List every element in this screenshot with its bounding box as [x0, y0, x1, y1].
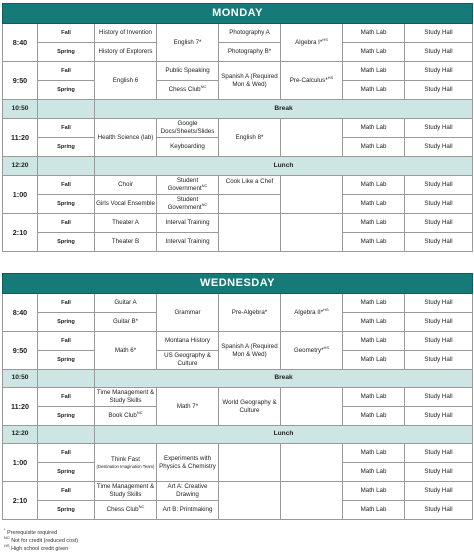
legend-text: High school credit given: [11, 545, 69, 552]
class-cell: Math Lab: [343, 313, 405, 332]
time-cell: 8:40: [3, 24, 38, 62]
class-cell: Study Hall: [405, 214, 473, 233]
class-cell: [281, 24, 343, 62]
class-cell: Math Lab: [343, 176, 405, 195]
term-label-fall: Fall: [38, 24, 95, 43]
class-cell: Math Lab: [343, 407, 405, 426]
term-label-fall: Fall: [38, 62, 95, 81]
class-name: Pre-Calculus*: [289, 76, 328, 84]
class-cell: Study Hall: [405, 463, 473, 482]
time-cell: 11:20: [3, 388, 38, 426]
class-cell: Study Hall: [405, 332, 473, 351]
time-cell: 12:20: [3, 426, 38, 444]
class-name: Chess Club: [106, 506, 139, 514]
class-subtitle: (Destination Imagination Team): [96, 463, 155, 469]
class-cell: Math Lab: [343, 195, 405, 214]
class-cell: English 7*: [157, 24, 219, 62]
class-name: Student Government: [167, 177, 202, 192]
term-label-fall: Fall: [38, 294, 95, 313]
class-cell: Math Lab: [343, 214, 405, 233]
legend-text: Prerequisite required: [7, 530, 58, 536]
class-cell: Math Lab: [343, 351, 405, 370]
band-spacer: [38, 100, 95, 119]
term-label-fall: Fall: [38, 214, 95, 233]
class-cell: Cook Like a Chef: [219, 176, 281, 195]
class-name: Think Fast: [111, 456, 140, 463]
class-cell: Math 7*: [157, 388, 219, 426]
class-cell: Experiments with Physics & Chemistry: [157, 444, 219, 482]
class-cell: English 8*: [219, 119, 281, 157]
empty-cell: [281, 444, 343, 482]
class-cell: Study Hall: [405, 138, 473, 157]
time-cell: 12:20: [3, 157, 38, 176]
empty-cell: [281, 482, 343, 520]
wednesday-schedule-table: [2, 273, 473, 520]
class-name: Algebra II*: [294, 308, 324, 316]
term-label-spring: Spring: [38, 407, 95, 426]
class-cell: Study Hall: [405, 62, 473, 81]
term-label-spring: Spring: [38, 81, 95, 100]
class-cell: Math Lab: [343, 463, 405, 482]
time-cell: 11:20: [3, 119, 38, 157]
empty-cell: [219, 214, 281, 252]
term-label-fall: Fall: [38, 482, 95, 501]
class-name: Geometry*: [293, 346, 324, 354]
band-spacer: [38, 370, 95, 388]
time-cell: 9:50: [3, 332, 38, 370]
class-cell: Keyboarding: [157, 138, 219, 157]
class-cell: Pre-Algebra*: [219, 294, 281, 332]
class-cell: [281, 294, 343, 332]
class-cell: Math Lab: [343, 138, 405, 157]
time-cell: 10:50: [3, 100, 38, 119]
class-cell: Study Hall: [405, 195, 473, 214]
class-cell: Math Lab: [343, 43, 405, 62]
nc-mark: NC: [138, 504, 145, 510]
class-cell: Math Lab: [343, 501, 405, 520]
class-cell: World Geography & Culture: [219, 388, 281, 426]
class-cell: Math Lab: [343, 332, 405, 351]
term-label-fall: Fall: [38, 119, 95, 138]
class-cell: [157, 176, 219, 195]
class-cell: Choir: [95, 176, 157, 195]
hs-credit-mark: HS: [323, 306, 329, 312]
legend-not-for-credit: [4, 535, 79, 546]
class-cell: Study Hall: [405, 294, 473, 313]
class-name: Chess Club: [168, 86, 201, 94]
hs-credit-mark: HS: [323, 344, 330, 350]
class-cell: Study Hall: [405, 43, 473, 62]
break-band: Break: [95, 370, 473, 388]
time-cell: 8:40: [3, 294, 38, 332]
class-cell: Theater A: [95, 214, 157, 233]
class-name: Student Government: [167, 196, 202, 211]
day-header-monday: MONDAY: [3, 4, 473, 24]
nc-mark: NC: [200, 84, 207, 90]
time-cell: 1:00: [3, 444, 38, 482]
class-cell: Interval Training: [157, 214, 219, 233]
class-cell: [95, 407, 157, 426]
term-label-spring: Spring: [38, 43, 95, 62]
term-label-spring: Spring: [38, 501, 95, 520]
class-cell: Photography A: [219, 24, 281, 43]
class-cell: Math Lab: [343, 444, 405, 463]
class-cell: Montana History: [157, 332, 219, 351]
class-cell: Theater B: [95, 233, 157, 252]
empty-cell: [219, 444, 281, 482]
class-cell: [95, 501, 157, 520]
legend-high-school-credit: [4, 542, 78, 554]
class-cell: Study Hall: [405, 233, 473, 252]
class-cell: Art B: Printmaking: [157, 501, 219, 520]
class-cell: US Geography & Culture: [157, 351, 219, 370]
day-header-wednesday: WEDNESDAY: [3, 274, 473, 294]
class-cell: Study Hall: [405, 176, 473, 195]
class-cell: Study Hall: [405, 501, 473, 520]
nc-mark: NC: [201, 201, 208, 207]
nc-mark: NC: [4, 535, 10, 541]
term-label-spring: Spring: [38, 195, 95, 214]
nc-mark: NC: [201, 182, 208, 188]
class-cell: Spanish A (Required Mon & Wed): [219, 62, 281, 100]
empty-cell: [281, 388, 343, 426]
class-cell: Study Hall: [405, 351, 473, 370]
lunch-band: Lunch: [95, 426, 473, 444]
class-cell: Guitar A: [95, 294, 157, 313]
class-cell: [281, 62, 343, 100]
class-cell: Time Management & Study Skills: [95, 388, 157, 407]
class-cell: Time Management & Study Skills: [95, 482, 157, 501]
class-cell: Study Hall: [405, 313, 473, 332]
class-cell: Math Lab: [343, 119, 405, 138]
class-cell: Study Hall: [405, 388, 473, 407]
class-cell: [281, 332, 343, 370]
class-cell: Interval Training: [157, 233, 219, 252]
hs-credit-mark: HS: [4, 542, 10, 548]
class-cell: Study Hall: [405, 407, 473, 426]
nc-mark: NC: [136, 410, 143, 416]
hs-credit-mark: HS: [327, 74, 334, 80]
class-cell: History of Explorers: [95, 43, 157, 62]
lunch-band: Lunch: [95, 157, 473, 176]
class-cell: Study Hall: [405, 81, 473, 100]
term-label-spring: Spring: [38, 313, 95, 332]
class-cell: Spanish A (Required Mon & Wed): [219, 332, 281, 370]
term-label-fall: Fall: [38, 176, 95, 195]
class-cell: Math Lab: [343, 482, 405, 501]
class-cell: Study Hall: [405, 119, 473, 138]
class-cell: Math Lab: [343, 24, 405, 43]
class-cell: Math Lab: [343, 81, 405, 100]
term-label-spring: Spring: [38, 233, 95, 252]
time-cell: 1:00: [3, 176, 38, 214]
term-label-spring: Spring: [38, 351, 95, 370]
prereq-mark: *: [4, 527, 6, 533]
empty-cell: [281, 119, 343, 157]
class-cell: History of Invention: [95, 24, 157, 43]
class-cell: [157, 81, 219, 100]
class-cell: English 6: [95, 62, 157, 100]
empty-cell: [219, 482, 281, 520]
class-cell: Math 6*: [95, 332, 157, 370]
class-cell: Guitar B*: [95, 313, 157, 332]
class-cell: Study Hall: [405, 482, 473, 501]
legend-text: Not for credit (reduced cost): [11, 537, 79, 544]
term-label-fall: Fall: [38, 332, 95, 351]
time-cell: 2:10: [3, 214, 38, 252]
time-cell: 9:50: [3, 62, 38, 100]
class-cell: Math Lab: [343, 62, 405, 81]
empty-cell: [219, 195, 281, 214]
break-band: Break: [95, 100, 473, 119]
monday-schedule-table: [2, 3, 473, 252]
class-name: Algebra I*: [295, 38, 323, 46]
band-spacer: [38, 426, 95, 444]
class-name: Book Club: [108, 412, 137, 420]
hs-credit-mark: HS: [322, 36, 328, 42]
class-cell: Math Lab: [343, 294, 405, 313]
term-label-fall: Fall: [38, 388, 95, 407]
class-cell: Math Lab: [343, 388, 405, 407]
term-label-spring: Spring: [38, 138, 95, 157]
time-cell: 2:10: [3, 482, 38, 520]
class-cell: Study Hall: [405, 444, 473, 463]
time-cell: 10:50: [3, 370, 38, 388]
band-spacer: [38, 157, 95, 176]
class-cell: Study Hall: [405, 24, 473, 43]
class-cell: Art A: Creative Drawing: [157, 482, 219, 501]
term-label-spring: Spring: [38, 463, 95, 482]
empty-cell: [281, 176, 343, 214]
class-cell: Girls Vocal Ensemble: [95, 195, 157, 214]
legend: [4, 527, 79, 553]
class-cell: Photography B*: [219, 43, 281, 62]
empty-cell: [281, 214, 343, 252]
class-cell: [95, 444, 157, 482]
class-cell: Math Lab: [343, 233, 405, 252]
class-cell: Health Science (lab): [95, 119, 157, 157]
class-cell: Public Speaking: [157, 62, 219, 81]
class-cell: Google Docs/Sheets/Slides: [157, 119, 219, 138]
class-cell: [157, 195, 219, 214]
class-cell: Grammar: [157, 294, 219, 332]
term-label-fall: Fall: [38, 444, 95, 463]
